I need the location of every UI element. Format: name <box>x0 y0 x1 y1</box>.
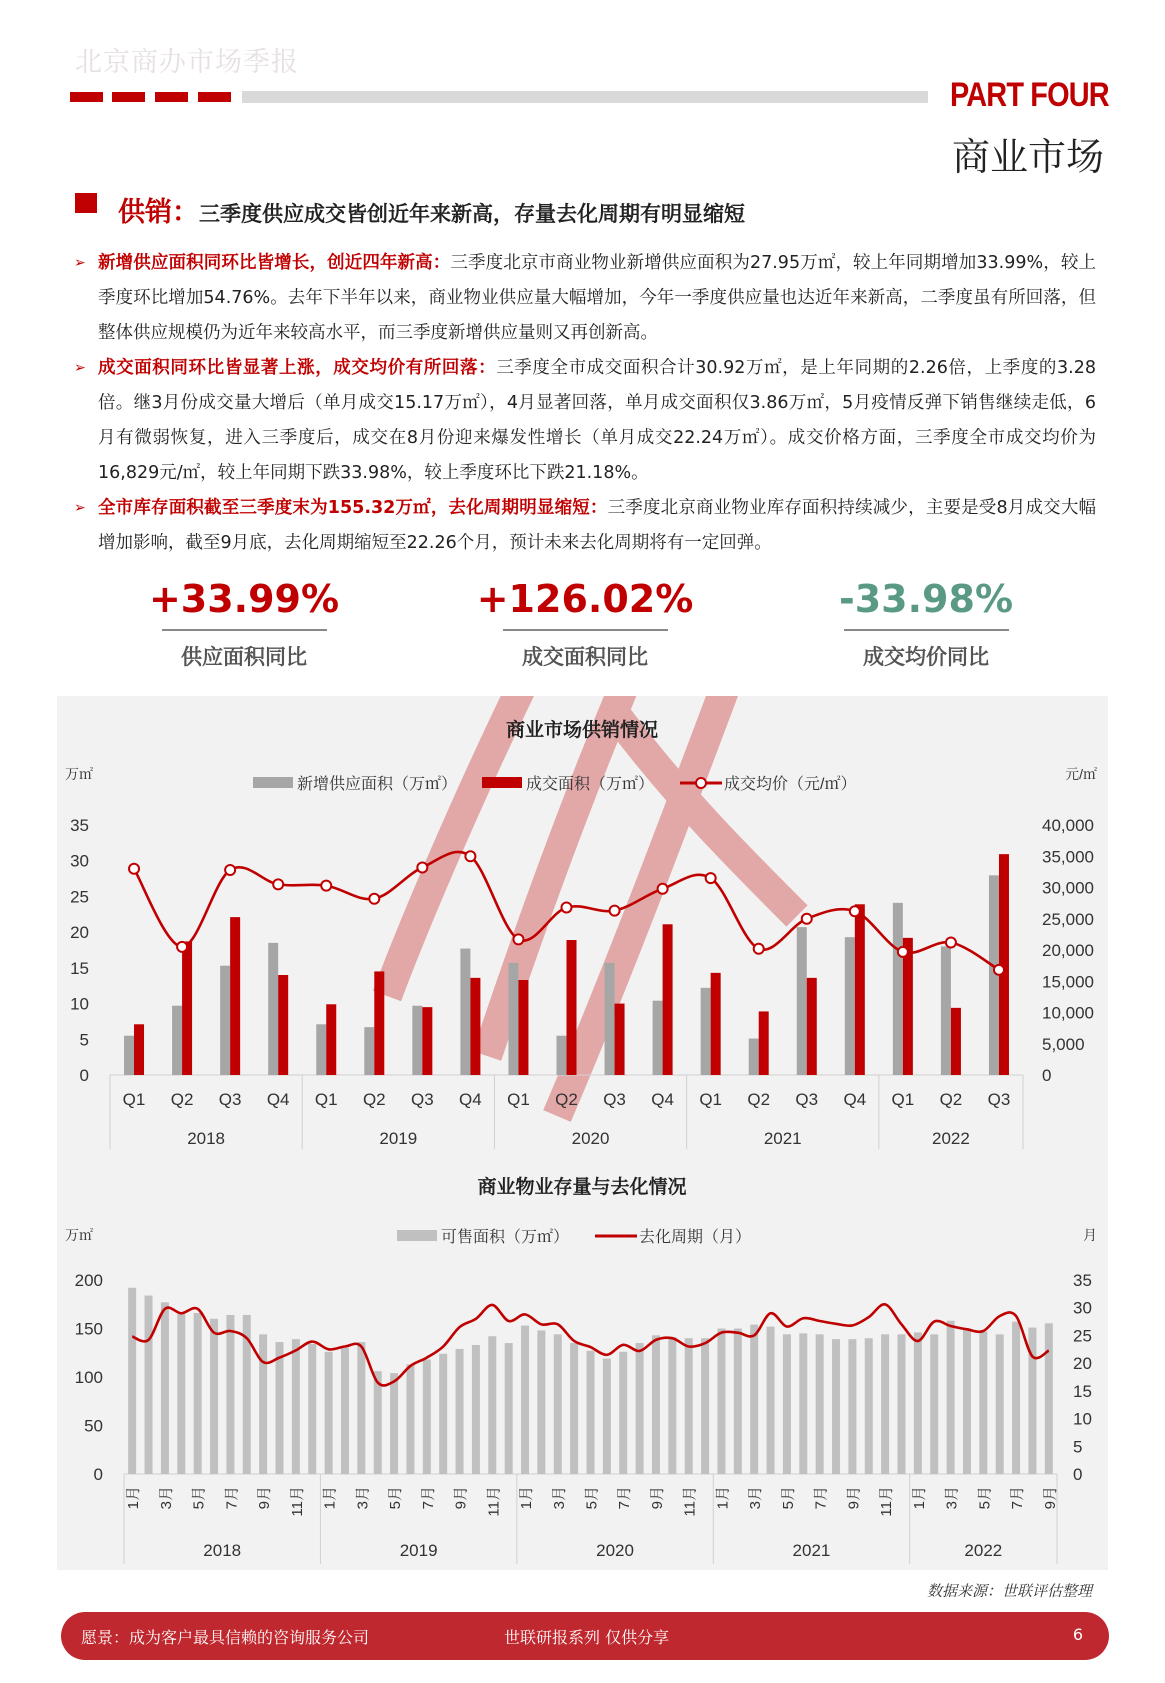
bullet-item <box>74 351 1096 491</box>
bullet-text: 三季度北京市商业物业新增供应面积为27.95万㎡，较上年同期增加33.99%，较上季度环比增加54.76%。去年下半年以来，商业物业供应量大幅增加，今年一季度供应量也达近年来新高，二季度虽有所回落，但整体供应规模仍为近年来较高水平，而三季度新增供应量则又再创新高。 <box>98 253 1096 343</box>
bar <box>226 1315 234 1474</box>
bar <box>1012 1322 1020 1474</box>
bar <box>124 1036 134 1075</box>
month-label: 11月 <box>681 1486 699 1517</box>
right-tick-label: 0 <box>1042 1066 1052 1085</box>
bar <box>172 1006 182 1075</box>
bar <box>930 1334 938 1474</box>
left-tick-label: 150 <box>74 1319 103 1339</box>
bar <box>422 1007 432 1075</box>
bar <box>326 1004 336 1075</box>
bar <box>268 943 278 1075</box>
category-label: Q4 <box>651 1090 674 1109</box>
month-label: 3月 <box>550 1486 568 1510</box>
month-label: 1月 <box>321 1486 339 1510</box>
kpi-divider <box>503 629 668 631</box>
bar <box>567 940 577 1075</box>
month-label: 5月 <box>976 1486 994 1510</box>
legend-swatch <box>482 777 522 788</box>
bar <box>845 937 855 1075</box>
line-point <box>513 934 523 944</box>
right-tick-label: 35 <box>1073 1271 1092 1290</box>
left-tick-label: 35 <box>70 816 89 835</box>
line-point <box>562 903 572 913</box>
line-point <box>465 851 475 861</box>
category-label: Q4 <box>266 1090 290 1109</box>
category-label: Q2 <box>555 1090 578 1109</box>
bar <box>423 1360 431 1474</box>
line-point <box>898 947 908 957</box>
bar <box>603 1359 611 1474</box>
bar <box>816 1334 824 1474</box>
line-point <box>946 938 956 948</box>
right-tick-label: 10 <box>1073 1409 1092 1429</box>
arrow-icon: ➢ <box>74 255 86 271</box>
month-label: 7月 <box>1009 1486 1027 1510</box>
bar <box>390 1373 398 1474</box>
bar <box>848 1339 856 1474</box>
charts-svg <box>57 696 1108 1570</box>
line-point <box>225 865 235 875</box>
kpi-supply <box>124 575 364 671</box>
kpi-label: 成交均价同比 <box>863 644 989 669</box>
bar <box>898 1334 906 1474</box>
category-label: Q3 <box>987 1090 1011 1109</box>
right-tick-label: 15 <box>1073 1381 1092 1401</box>
bar <box>276 1342 284 1474</box>
bar <box>521 1326 529 1474</box>
year-label: 2018 <box>203 1541 242 1560</box>
category-label: Q2 <box>362 1090 386 1109</box>
kpi-divider <box>844 629 1009 631</box>
bar <box>1045 1323 1053 1474</box>
bar <box>996 1334 1004 1474</box>
data-source: 数据来源：世联评估整理 <box>926 1582 1092 1600</box>
month-label: 1月 <box>125 1486 143 1510</box>
bar <box>406 1364 414 1474</box>
left-tick-label: 15 <box>70 958 89 978</box>
bar <box>412 1006 422 1075</box>
bar <box>865 1338 873 1474</box>
category-label: Q1 <box>699 1090 723 1109</box>
bar <box>832 1339 840 1474</box>
category-label: Q1 <box>507 1090 530 1109</box>
kpi-divider <box>162 629 327 631</box>
stock-absorption-chart <box>65 1175 1097 1564</box>
bar <box>663 924 673 1075</box>
month-label: 11月 <box>288 1486 306 1517</box>
bar <box>652 1335 660 1474</box>
right-tick-label: 20,000 <box>1042 941 1094 960</box>
year-label: 2019 <box>379 1129 418 1148</box>
line-point <box>706 873 716 883</box>
right-axis-unit: 元/㎡ <box>1065 766 1097 782</box>
report-title: 北京商办市场季报 <box>75 47 299 78</box>
bar <box>357 1342 365 1474</box>
header-dash <box>70 92 103 102</box>
bar <box>182 941 192 1075</box>
bar <box>797 927 807 1075</box>
kpi-value: -33.98% <box>838 577 1014 621</box>
legend-label: 新增供应面积（万㎡） <box>297 776 458 793</box>
right-tick-label: 25 <box>1073 1326 1092 1346</box>
line-point <box>754 944 764 954</box>
bar <box>881 1334 889 1474</box>
left-tick-label: 0 <box>93 1465 103 1484</box>
right-tick-label: 25,000 <box>1042 909 1094 929</box>
bar <box>979 1331 987 1474</box>
left-tick-label: 30 <box>70 851 89 871</box>
bar <box>292 1339 300 1474</box>
month-label: 3月 <box>943 1486 961 1510</box>
category-label: Q1 <box>314 1090 338 1109</box>
bar <box>316 1024 326 1075</box>
month-label: 9月 <box>845 1486 863 1510</box>
bar <box>951 1008 961 1075</box>
footer-vision: 愿景：成为客户最具信赖的咨询服务公司 <box>81 1628 370 1647</box>
bullet-text: 三季度全市成交面积合计30.92万㎡，是上年同期的2.26倍，上季度的3.28倍。继3月份成交量大增后（单月成交15.17万㎡），4月显著回落，单月成交面积仅3.86万㎡，5月疫情反弹下销售继续走低，6月有微弱恢复，进入三季度后，成交在8月份迎来爆发性增长（单月成交22.24万㎡）。成交价格方面，三季度全市成交均价为16,829元/㎡，较上年同期下跌33.98%，较上季度环比下跌21.18%。 <box>98 358 1096 483</box>
arrow-icon: ➢ <box>74 360 86 376</box>
right-tick-label: 10,000 <box>1042 1003 1094 1023</box>
line-point <box>850 906 860 916</box>
kpi-price <box>806 575 1046 671</box>
bar <box>734 1329 742 1475</box>
year-label: 2021 <box>792 1541 831 1560</box>
bar <box>619 1352 627 1474</box>
bar <box>554 1334 562 1474</box>
bar <box>749 1039 759 1075</box>
line-point <box>658 884 668 894</box>
section-title: 三季度供应成交皆创近年来新高，存量去化周期有明显缩短 <box>199 202 745 226</box>
bar <box>701 1338 709 1474</box>
bar <box>615 1004 625 1075</box>
month-label: 9月 <box>1041 1486 1059 1510</box>
line-point <box>802 914 812 924</box>
year-label: 2019 <box>399 1541 438 1560</box>
chart-title: 商业物业存量与去化情况 <box>477 1177 687 1198</box>
bar <box>767 1327 775 1474</box>
month-label: 7月 <box>812 1486 830 1510</box>
footer-bar <box>61 1612 1109 1660</box>
page-number: 6 <box>1072 1625 1083 1644</box>
category-label: Q3 <box>795 1090 819 1109</box>
month-label: 5月 <box>583 1486 601 1510</box>
month-label: 3月 <box>354 1486 372 1510</box>
left-tick-label: 50 <box>84 1416 103 1436</box>
bar <box>963 1329 971 1474</box>
right-tick-label: 5,000 <box>1042 1034 1085 1054</box>
right-tick-label: 40,000 <box>1042 816 1094 835</box>
bar <box>374 971 384 1075</box>
bar <box>636 1343 644 1474</box>
left-tick-label: 200 <box>74 1271 103 1290</box>
month-label: 5月 <box>779 1486 797 1510</box>
bar <box>701 988 711 1075</box>
left-tick-label: 25 <box>70 887 89 907</box>
bar <box>456 1349 464 1474</box>
bar <box>161 1302 169 1474</box>
legend-label: 成交面积（万㎡） <box>526 776 655 793</box>
bar <box>914 1332 922 1474</box>
bar <box>653 1001 663 1075</box>
bar <box>128 1288 136 1474</box>
category-label: Q2 <box>747 1090 771 1109</box>
left-tick-label: 5 <box>79 1030 89 1050</box>
category-label: Q1 <box>891 1090 915 1109</box>
legend-marker <box>696 778 706 788</box>
bar <box>194 1313 202 1474</box>
bar <box>605 963 615 1075</box>
bar <box>518 980 528 1075</box>
month-label: 11月 <box>485 1486 503 1517</box>
month-label: 11月 <box>878 1486 896 1517</box>
line-point <box>994 965 1004 975</box>
bullet-text: 三季度北京商业物业库存面积持续减少，主要是受8月成交大幅增加影响，截至9月底，去化周期缩短至22.26个月，预计未来去化周期将有一定回弹。 <box>98 498 1096 553</box>
bar <box>941 946 951 1075</box>
bar <box>259 1334 267 1474</box>
legend-label: 成交均价（元/㎡） <box>724 776 857 793</box>
bar <box>893 903 903 1075</box>
bar <box>134 1024 144 1075</box>
right-tick-label: 0 <box>1073 1465 1083 1484</box>
category-label: Q2 <box>939 1090 963 1109</box>
part-label: PART FOUR <box>950 76 1109 114</box>
bar <box>668 1337 676 1474</box>
right-axis-unit: 月 <box>1083 1227 1097 1243</box>
bar <box>210 1319 218 1474</box>
bar <box>505 1343 513 1474</box>
bar <box>759 1011 769 1075</box>
bullet-highlight: 新增供应面积同环比皆增长，创近四年新高： <box>98 253 451 273</box>
year-label: 2018 <box>187 1129 226 1148</box>
line-point <box>417 863 427 873</box>
left-tick-label: 20 <box>70 923 89 943</box>
bar <box>230 917 240 1075</box>
bar <box>220 966 230 1075</box>
section-key: 供销： <box>118 197 199 228</box>
year-label: 2020 <box>571 1129 610 1148</box>
chart-title: 商业市场供销情况 <box>505 720 659 741</box>
legend-swatch <box>253 777 293 788</box>
bar <box>341 1348 349 1474</box>
month-label: 3月 <box>157 1486 175 1510</box>
year-label: 2022 <box>964 1541 1003 1560</box>
bullet-item <box>74 246 1096 351</box>
month-label: 1月 <box>714 1486 732 1510</box>
bar <box>364 1027 374 1075</box>
month-label: 9月 <box>452 1486 470 1510</box>
bar <box>570 1343 578 1474</box>
section-marker-icon <box>75 193 97 213</box>
bar <box>717 1329 725 1475</box>
bar <box>587 1351 595 1474</box>
category-label: Q1 <box>122 1090 146 1109</box>
bar <box>685 1338 693 1474</box>
bar <box>947 1321 955 1474</box>
month-label: 9月 <box>256 1486 274 1510</box>
left-axis-unit: 万㎡ <box>65 766 93 782</box>
watermark-logo <box>387 696 797 1116</box>
category-label: Q3 <box>603 1090 626 1109</box>
bar <box>325 1352 333 1474</box>
bar <box>537 1330 545 1474</box>
bar <box>783 1334 791 1474</box>
legend-label: 去化周期（月） <box>639 1229 752 1246</box>
left-tick-label: 0 <box>79 1066 89 1085</box>
bar <box>855 904 865 1075</box>
line-point <box>177 942 187 952</box>
month-label: 7月 <box>419 1486 437 1510</box>
line-point <box>129 864 139 874</box>
line-point <box>273 879 283 889</box>
year-label: 2021 <box>763 1129 802 1148</box>
legend-swatch <box>397 1230 437 1241</box>
left-axis-unit: 万㎡ <box>65 1227 93 1243</box>
right-tick-label: 20 <box>1073 1354 1092 1374</box>
category-label: Q3 <box>218 1090 242 1109</box>
year-label: 2020 <box>596 1541 634 1560</box>
month-label: 5月 <box>387 1486 405 1510</box>
arrow-icon: ➢ <box>74 500 86 516</box>
bar <box>711 973 721 1075</box>
category-label: Q2 <box>170 1090 194 1109</box>
bullet-highlight: 成交面积同环比皆显著上涨，成交均价有所回落： <box>98 358 497 378</box>
bar <box>177 1314 185 1474</box>
month-label: 1月 <box>518 1486 536 1510</box>
section-heading <box>118 190 745 229</box>
month-label: 7月 <box>223 1486 241 1510</box>
bar <box>460 949 470 1075</box>
bar <box>439 1354 447 1474</box>
bar <box>807 978 817 1075</box>
bullet-item <box>74 491 1096 561</box>
bar <box>799 1333 807 1474</box>
bar <box>308 1344 316 1474</box>
month-label: 5月 <box>190 1486 208 1510</box>
kpi-value: +126.02% <box>476 577 694 621</box>
kpi-label: 供应面积同比 <box>181 644 307 669</box>
kpi-transaction <box>465 575 705 671</box>
bar <box>374 1371 382 1474</box>
header-dash <box>112 92 145 102</box>
bar <box>145 1296 153 1474</box>
left-tick-label: 100 <box>74 1368 103 1387</box>
header-divider <box>242 91 928 103</box>
month-label: 7月 <box>616 1486 634 1510</box>
category-label: Q4 <box>459 1090 482 1109</box>
part-title: 商业市场 <box>952 135 1105 179</box>
category-label: Q3 <box>410 1090 434 1109</box>
bar <box>488 1336 496 1474</box>
bar <box>508 963 518 1075</box>
kpi-label: 成交面积同比 <box>522 644 648 669</box>
header-dash <box>155 92 188 102</box>
kpi-value: +33.99% <box>148 577 340 621</box>
right-tick-label: 30,000 <box>1042 878 1094 898</box>
footer-series: 世联研报系列 仅供分享 <box>504 1628 670 1647</box>
line-point <box>610 906 620 916</box>
right-tick-label: 5 <box>1073 1437 1083 1457</box>
bullet-list <box>74 246 1096 561</box>
bar <box>278 975 288 1075</box>
right-tick-label: 30 <box>1073 1298 1092 1318</box>
bullet-highlight: 全市库存面积截至三季度末为155.32万㎡，去化周期明显缩短： <box>98 498 608 518</box>
legend-label: 可售面积（万㎡） <box>441 1229 570 1246</box>
header-dash <box>198 92 231 102</box>
year-label: 2022 <box>932 1129 970 1148</box>
bar <box>750 1325 758 1474</box>
bar <box>472 1345 480 1474</box>
bar <box>903 938 913 1075</box>
left-tick-label: 10 <box>70 994 89 1014</box>
bar <box>557 1036 567 1075</box>
right-tick-label: 35,000 <box>1042 847 1094 867</box>
month-label: 3月 <box>747 1486 765 1510</box>
bar <box>470 978 480 1075</box>
right-tick-label: 15,000 <box>1042 972 1094 992</box>
month-label: 9月 <box>648 1486 666 1510</box>
category-label: Q4 <box>843 1090 867 1109</box>
line-point <box>321 881 331 891</box>
line-point <box>369 894 379 904</box>
month-label: 1月 <box>910 1486 928 1510</box>
